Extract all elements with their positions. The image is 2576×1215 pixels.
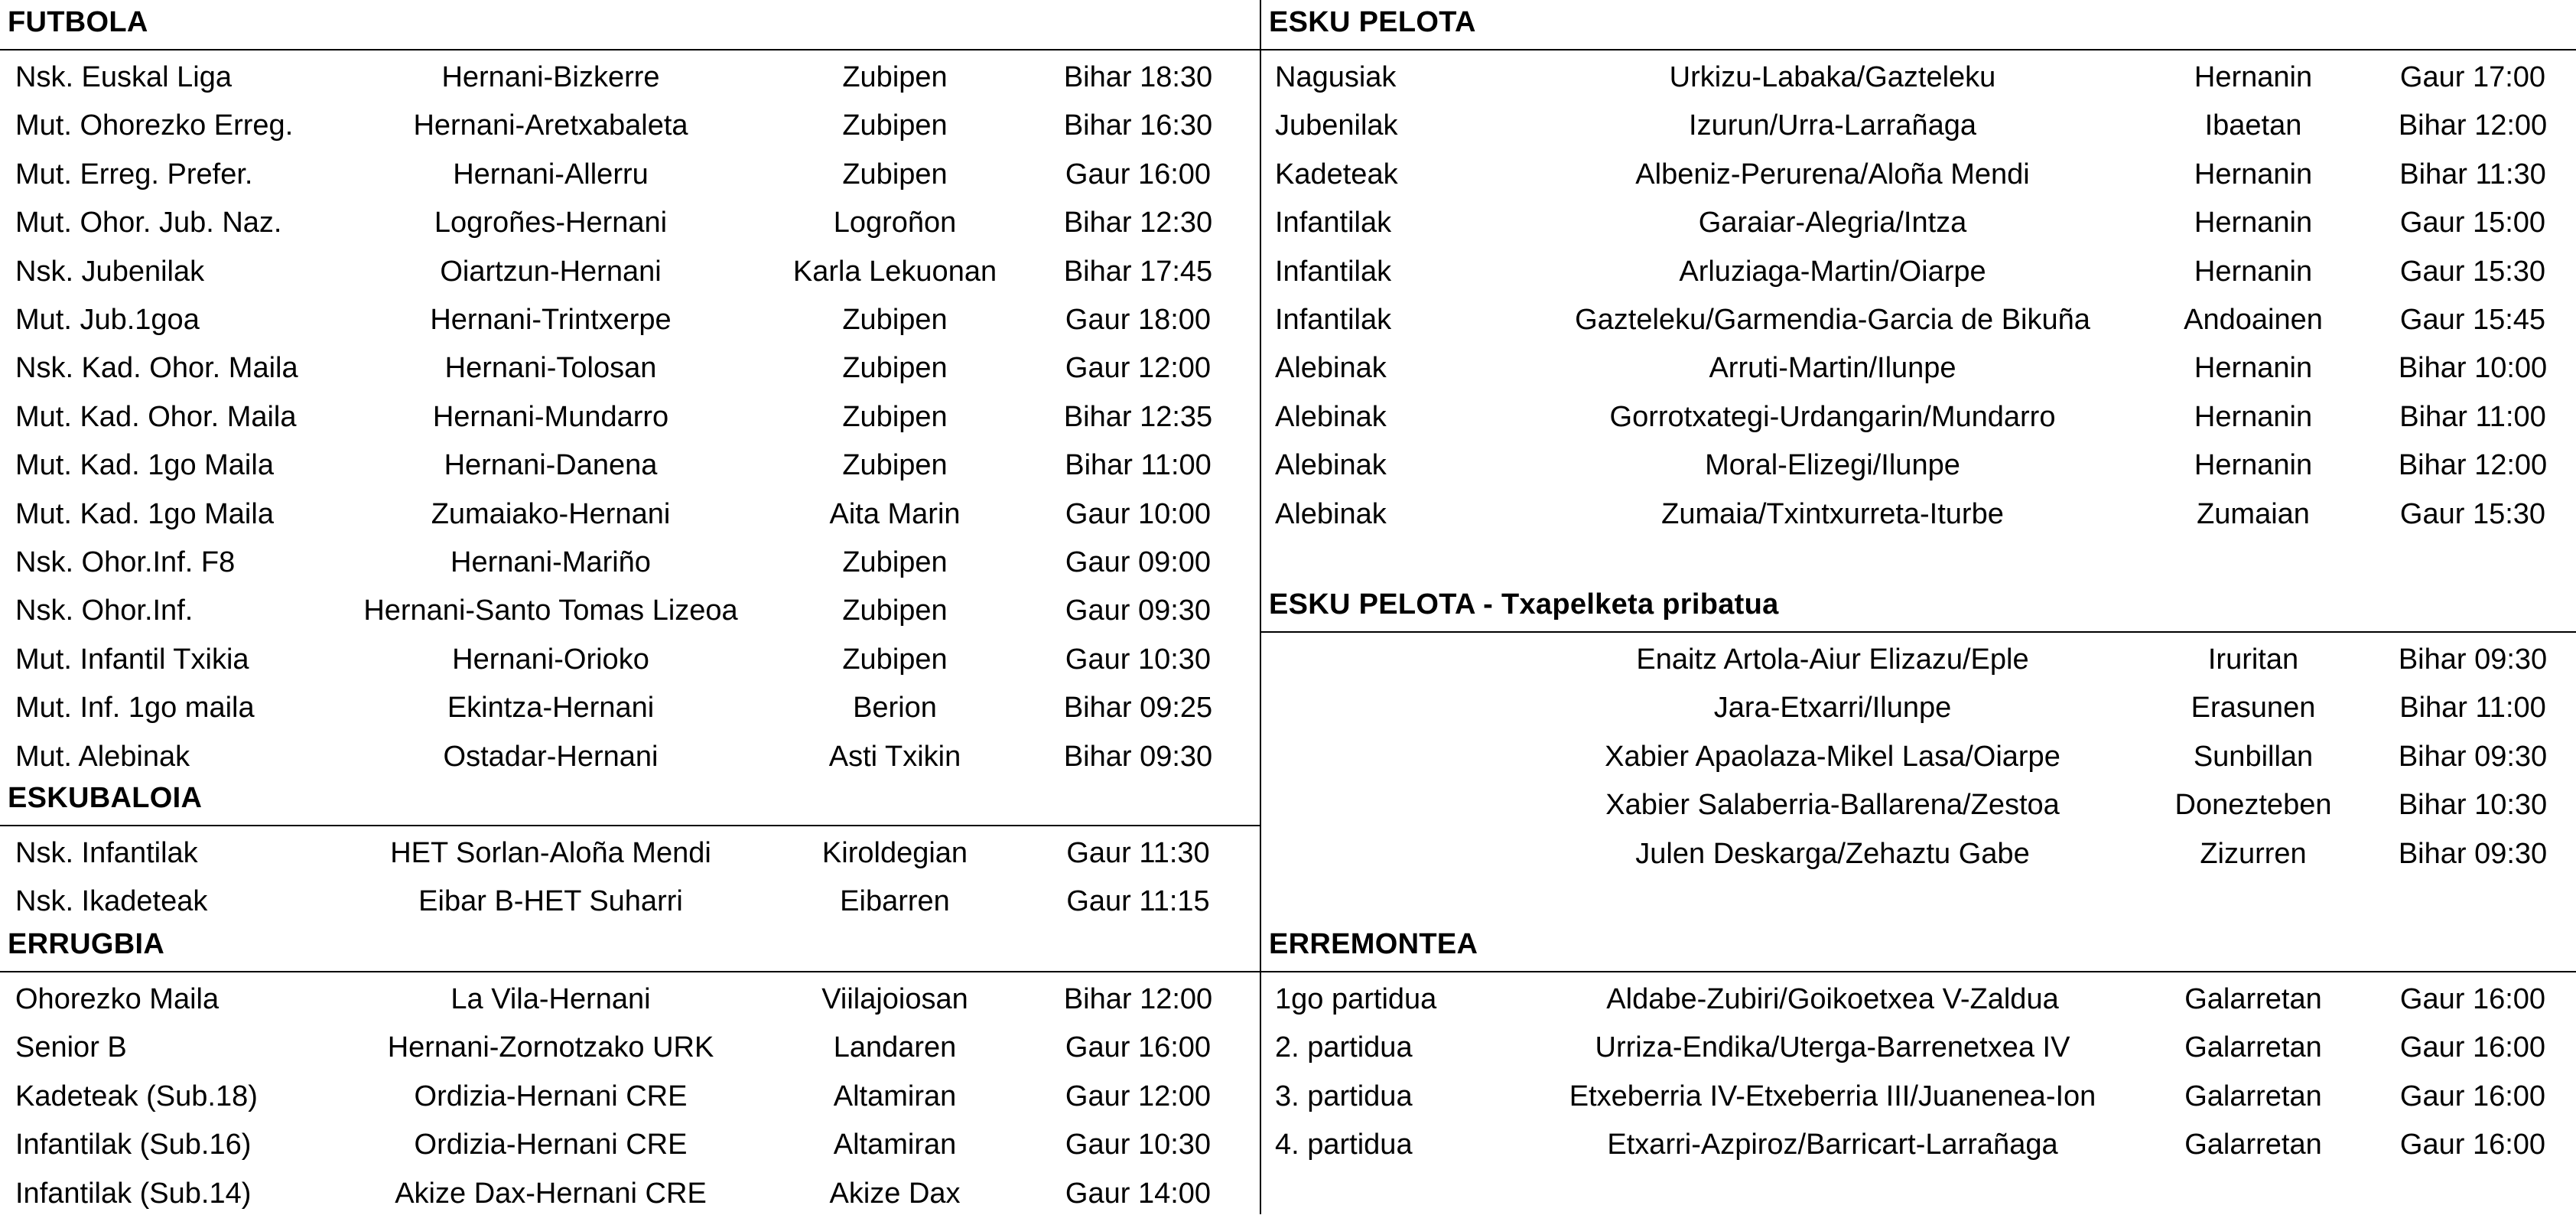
- cell-venue: Eibarren: [840, 885, 950, 918]
- table-row: [0, 438, 1260, 487]
- cell-match: Logroñes-Hernani: [434, 207, 668, 239]
- cell-time: Gaur 18:00: [1065, 304, 1212, 336]
- section-title: ESKU PELOTA - Txapelketa pribatua: [1269, 588, 1779, 621]
- cell-match: Hernani-Santo Tomas Lizeoa: [363, 594, 738, 627]
- cell-match: Arluziaga-Martin/Oiarpe: [1679, 255, 1986, 288]
- cell-match: Izurun/Urra-Larrañaga: [1689, 109, 1976, 142]
- cell-venue: Zubipen: [842, 158, 948, 191]
- cell-category: 4. partidua: [1275, 1129, 1413, 1161]
- cell-match: Etxarri-Azpiroz/Barricart-Larrañaga: [1607, 1129, 2058, 1161]
- cell-match: Hernani-Bizkerre: [441, 61, 660, 93]
- cell-category: Mut. Ohorezko Erreg.: [15, 109, 294, 142]
- cell-category: Alebinak: [1275, 400, 1387, 433]
- cell-category: Nsk. Jubenilak: [15, 255, 205, 288]
- cell-match: Gazteleku/Garmendia-Garcia de Bikuña: [1575, 304, 2090, 336]
- table-row: [1261, 390, 2576, 438]
- cell-match: Hernani-Mariño: [450, 546, 651, 578]
- cell-match: Akize Dax-Hernani CRE: [395, 1177, 707, 1210]
- cell-venue: Galarretan: [2184, 983, 2322, 1015]
- cell-match: Hernani-Mundarro: [432, 400, 669, 433]
- table-row: [0, 245, 1260, 293]
- cell-match: Hernani-Danena: [444, 449, 658, 482]
- cell-time: Bihar 11:00: [1065, 449, 1212, 482]
- cell-venue: Hernanin: [2194, 449, 2313, 482]
- cell-time: Gaur 16:00: [2399, 1031, 2546, 1064]
- section-header-errugbia: [0, 922, 1260, 972]
- cell-time: Bihar 09:30: [2398, 643, 2548, 676]
- table-row: [1261, 1021, 2576, 1069]
- cell-category: Alebinak: [1275, 449, 1387, 482]
- cell-match: Urkizu-Labaka/Gazteleku: [1669, 61, 1996, 93]
- table-row: [0, 50, 1260, 99]
- cell-match: HET Sorlan-Aloña Mendi: [390, 837, 711, 869]
- cell-venue: Logroñon: [833, 207, 957, 239]
- cell-venue: Galarretan: [2184, 1080, 2322, 1112]
- cell-time: Gaur 11:30: [1066, 837, 1210, 869]
- cell-venue: Altamiran: [833, 1080, 957, 1112]
- cell-venue: Zumaian: [2197, 497, 2310, 530]
- table-row: [0, 633, 1260, 681]
- cell-category: Mut. Alebinak: [15, 740, 190, 773]
- cell-category: Infantilak: [1275, 255, 1392, 288]
- cell-time: Gaur 16:00: [1065, 1031, 1212, 1064]
- cell-match: Garaiar-Alegria/Intza: [1698, 207, 1967, 239]
- cell-venue: Zubipen: [842, 109, 948, 142]
- table-row: [0, 826, 1260, 875]
- cell-time: Gaur 17:00: [2399, 61, 2546, 93]
- cell-match: Ostadar-Hernani: [443, 740, 659, 773]
- table-row: [0, 341, 1260, 389]
- cell-time: Gaur 12:00: [1065, 352, 1212, 385]
- cell-time: Bihar 17:45: [1063, 255, 1213, 288]
- cell-venue: Hernanin: [2194, 255, 2313, 288]
- cell-category: Jubenilak: [1275, 109, 1398, 142]
- cell-venue: Berion: [853, 692, 937, 725]
- cell-category: 3. partidua: [1275, 1080, 1413, 1112]
- cell-time: Bihar 12:00: [1063, 983, 1213, 1015]
- cell-match: Oiartzun-Hernani: [440, 255, 662, 288]
- cell-category: Mut. Infantil Txikia: [15, 643, 249, 676]
- cell-category: 2. partidua: [1275, 1031, 1413, 1064]
- cell-venue: Donezteben: [2174, 789, 2332, 822]
- cell-venue: Zubipen: [842, 352, 948, 385]
- cell-time: Gaur 15:30: [2399, 497, 2546, 530]
- table-row: [1261, 148, 2576, 196]
- cell-category: Nsk. Ohor.Inf.: [15, 594, 194, 627]
- cell-venue: Galarretan: [2184, 1129, 2322, 1161]
- table-row: [0, 972, 1260, 1021]
- cell-venue: Kiroldegian: [821, 837, 968, 869]
- cell-venue: Hernanin: [2194, 207, 2313, 239]
- cell-venue: Zubipen: [842, 449, 948, 482]
- cell-category: Kadeteak (Sub.18): [15, 1080, 258, 1112]
- cell-category: Ohorezko Maila: [15, 983, 220, 1015]
- cell-category: Nsk. Infantilak: [15, 837, 198, 869]
- cell-category: Infantilak (Sub.16): [15, 1129, 252, 1161]
- section-header-esku-pelota-pribatua: [1261, 582, 2576, 633]
- cell-category: Mut. Kad. 1go Maila: [15, 497, 274, 530]
- cell-time: Bihar 09:30: [1063, 740, 1213, 773]
- section-header-eskubaloia: [0, 776, 1260, 826]
- section-header-futbola: [0, 0, 1260, 50]
- cell-venue: Asti Txikin: [828, 740, 961, 773]
- table-row: [1261, 681, 2576, 729]
- table-row: [0, 196, 1260, 244]
- cell-time: Bihar 09:30: [2398, 837, 2548, 870]
- table-row: [0, 293, 1260, 341]
- cell-match: Urriza-Endika/Uterga-Barrenetxea IV: [1595, 1031, 2070, 1064]
- cell-match: Ordizia-Hernani CRE: [414, 1129, 688, 1161]
- cell-time: Bihar 11:30: [2399, 158, 2546, 191]
- cell-venue: Hernanin: [2194, 158, 2313, 191]
- cell-match: Moral-Elizegi/Ilunpe: [1705, 449, 1960, 482]
- cell-time: Gaur 15:45: [2399, 304, 2546, 336]
- cell-time: Gaur 16:00: [2399, 983, 2546, 1015]
- cell-venue: Zubipen: [842, 400, 948, 433]
- cell-match: Xabier Apaolaza-Mikel Lasa/Oiarpe: [1605, 740, 2060, 773]
- cell-time: Bihar 09:30: [2398, 740, 2548, 773]
- cell-match: Hernani-Zornotzako URK: [387, 1031, 714, 1064]
- table-row: [1261, 245, 2576, 293]
- cell-category: Mut. Kad. Ohor. Maila: [15, 400, 297, 433]
- section-title: FUTBOLA: [8, 6, 148, 38]
- cell-venue: Zubipen: [842, 594, 948, 627]
- cell-category: Nagusiak: [1275, 61, 1397, 93]
- cell-category: Alebinak: [1275, 352, 1387, 385]
- table-row: [0, 1167, 1260, 1215]
- cell-time: Gaur 16:00: [2399, 1129, 2546, 1161]
- cell-time: Bihar 10:00: [2398, 352, 2548, 385]
- table-row: [0, 730, 1260, 778]
- table-row: [0, 584, 1260, 632]
- cell-venue: Viilajoiosan: [821, 983, 968, 1015]
- cell-match: Zumaia/Txintxurreta-Iturbe: [1661, 497, 2004, 530]
- cell-time: Gaur 16:00: [2399, 1080, 2546, 1112]
- section-title: ERREMONTEA: [1269, 928, 1478, 960]
- cell-match: Enaitz Artola-Aiur Elizazu/Eple: [1636, 643, 2029, 676]
- table-row: [1261, 1118, 2576, 1166]
- table-row: [1261, 341, 2576, 389]
- cell-match: Albeniz-Perurena/Aloña Mendi: [1635, 158, 2030, 191]
- right-column: [1261, 0, 2576, 1214]
- cell-time: Bihar 12:00: [2398, 449, 2548, 482]
- cell-time: Gaur 09:30: [1065, 594, 1212, 627]
- cell-time: Gaur 09:00: [1065, 546, 1212, 578]
- cell-match: Jara-Etxarri/Ilunpe: [1713, 692, 1952, 725]
- cell-match: Hernani-Allerru: [453, 158, 649, 191]
- cell-time: Bihar 11:00: [2399, 400, 2546, 433]
- cell-venue: Andoainen: [2184, 304, 2323, 336]
- left-column: [0, 0, 1260, 1214]
- cell-time: Bihar 16:30: [1063, 109, 1213, 142]
- cell-venue: Karla Lekuonan: [792, 255, 997, 288]
- cell-match: Ekintza-Hernani: [447, 692, 655, 725]
- cell-category: Infantilak: [1275, 304, 1392, 336]
- cell-category: Infantilak: [1275, 207, 1392, 239]
- cell-category: Alebinak: [1275, 497, 1387, 530]
- cell-category: Nsk. Kad. Ohor. Maila: [15, 352, 298, 385]
- section-title: ESKU PELOTA: [1269, 6, 1476, 38]
- cell-match: Xabier Salaberria-Ballarena/Zestoa: [1605, 789, 2060, 822]
- cell-venue: Aita Marin: [829, 497, 961, 530]
- cell-venue: Altamiran: [833, 1129, 957, 1161]
- cell-venue: Landaren: [833, 1031, 957, 1064]
- cell-time: Gaur 16:00: [1065, 158, 1212, 191]
- cell-category: Kadeteak: [1275, 158, 1398, 191]
- table-row: [0, 1070, 1260, 1118]
- table-row: [0, 390, 1260, 438]
- cell-venue: Zizurren: [2200, 837, 2307, 870]
- cell-venue: Erasunen: [2191, 692, 2316, 725]
- cell-match: Arruti-Martin/Ilunpe: [1709, 352, 1956, 385]
- table-row: [1261, 50, 2576, 99]
- cell-time: Bihar 12:35: [1063, 400, 1213, 433]
- table-row: [1261, 730, 2576, 778]
- cell-match: La Vila-Hernani: [450, 983, 651, 1015]
- cell-time: Bihar 09:25: [1063, 692, 1213, 725]
- table-row: [0, 99, 1260, 147]
- cell-time: Gaur 10:30: [1065, 643, 1212, 676]
- cell-venue: Sunbillan: [2193, 740, 2314, 773]
- cell-category: Mut. Erreg. Prefer.: [15, 158, 253, 191]
- cell-venue: Zubipen: [842, 304, 948, 336]
- table-row: [1261, 827, 2576, 875]
- cell-match: Julen Deskarga/Zehaztu Gabe: [1635, 837, 2030, 870]
- cell-match: Hernani-Trintxerpe: [430, 304, 672, 336]
- cell-match: Aldabe-Zubiri/Goikoetxea V-Zaldua: [1606, 983, 2059, 1015]
- cell-venue: Hernanin: [2194, 61, 2313, 93]
- table-row: [0, 536, 1260, 584]
- table-row: [1261, 778, 2576, 826]
- table-row: [0, 875, 1260, 923]
- table-row: [0, 1118, 1260, 1166]
- cell-venue: Galarretan: [2184, 1031, 2322, 1064]
- cell-venue: Zubipen: [842, 61, 948, 93]
- cell-time: Gaur 15:30: [2399, 255, 2546, 288]
- cell-venue: Hernanin: [2194, 400, 2313, 433]
- cell-venue: Ibaetan: [2204, 109, 2302, 142]
- cell-category: Nsk. Euskal Liga: [15, 61, 233, 93]
- cell-venue: Hernanin: [2194, 352, 2313, 385]
- cell-category: Nsk. Ikadeteak: [15, 885, 208, 918]
- cell-time: Gaur 11:15: [1066, 885, 1210, 918]
- section-title: ERRUGBIA: [8, 928, 165, 960]
- cell-match: Hernani-Orioko: [452, 643, 649, 676]
- cell-category: Mut. Jub.1goa: [15, 304, 200, 336]
- cell-venue: Akize Dax: [829, 1177, 961, 1210]
- cell-match: Zumaiako-Hernani: [431, 497, 671, 530]
- table-row: [1261, 487, 2576, 536]
- cell-category: Senior B: [15, 1031, 127, 1064]
- cell-time: Bihar 18:30: [1063, 61, 1213, 93]
- cell-time: Gaur 15:00: [2399, 207, 2546, 239]
- cell-time: Bihar 12:30: [1063, 207, 1213, 239]
- table-row: [0, 487, 1260, 536]
- cell-category: 1go partidua: [1275, 983, 1437, 1015]
- section-header-esku-pelota: [1261, 0, 2576, 50]
- cell-match: Gorrotxategi-Urdangarin/Mundarro: [1609, 400, 2056, 433]
- cell-match: Ordizia-Hernani CRE: [414, 1080, 688, 1112]
- table-row: [1261, 1070, 2576, 1118]
- cell-match: Hernani-Tolosan: [444, 352, 657, 385]
- cell-category: Nsk. Ohor.Inf. F8: [15, 546, 236, 578]
- table-row: [1261, 633, 2576, 681]
- cell-venue: Zubipen: [842, 546, 948, 578]
- cell-time: Gaur 14:00: [1065, 1177, 1212, 1210]
- cell-match: Hernani-Aretxabaleta: [413, 109, 688, 142]
- cell-category: Mut. Kad. 1go Maila: [15, 449, 274, 482]
- table-row: [1261, 438, 2576, 487]
- table-row: [1261, 972, 2576, 1021]
- table-row: [1261, 99, 2576, 147]
- table-row: [0, 1021, 1260, 1069]
- table-row: [0, 148, 1260, 196]
- section-title: ESKUBALOIA: [8, 782, 203, 814]
- cell-time: Bihar 10:30: [2398, 789, 2548, 822]
- cell-venue: Iruritan: [2207, 643, 2299, 676]
- section-header-erremontea: [1261, 922, 2576, 972]
- table-row: [0, 681, 1260, 729]
- cell-venue: Zubipen: [842, 643, 948, 676]
- cell-time: Bihar 11:00: [2399, 692, 2546, 725]
- cell-time: Gaur 10:00: [1065, 497, 1212, 530]
- cell-time: Gaur 12:00: [1065, 1080, 1212, 1112]
- cell-time: Bihar 12:00: [2398, 109, 2548, 142]
- cell-category: Mut. Ohor. Jub. Naz.: [15, 207, 282, 239]
- cell-time: Gaur 10:30: [1065, 1129, 1212, 1161]
- cell-category: Infantilak (Sub.14): [15, 1177, 252, 1210]
- cell-match: Eibar B-HET Suharri: [418, 885, 683, 918]
- table-row: [1261, 196, 2576, 244]
- table-row: [1261, 293, 2576, 341]
- cell-match: Etxeberria IV-Etxeberria III/Juanenea-Ion: [1569, 1080, 2096, 1112]
- cell-category: Mut. Inf. 1go maila: [15, 692, 255, 725]
